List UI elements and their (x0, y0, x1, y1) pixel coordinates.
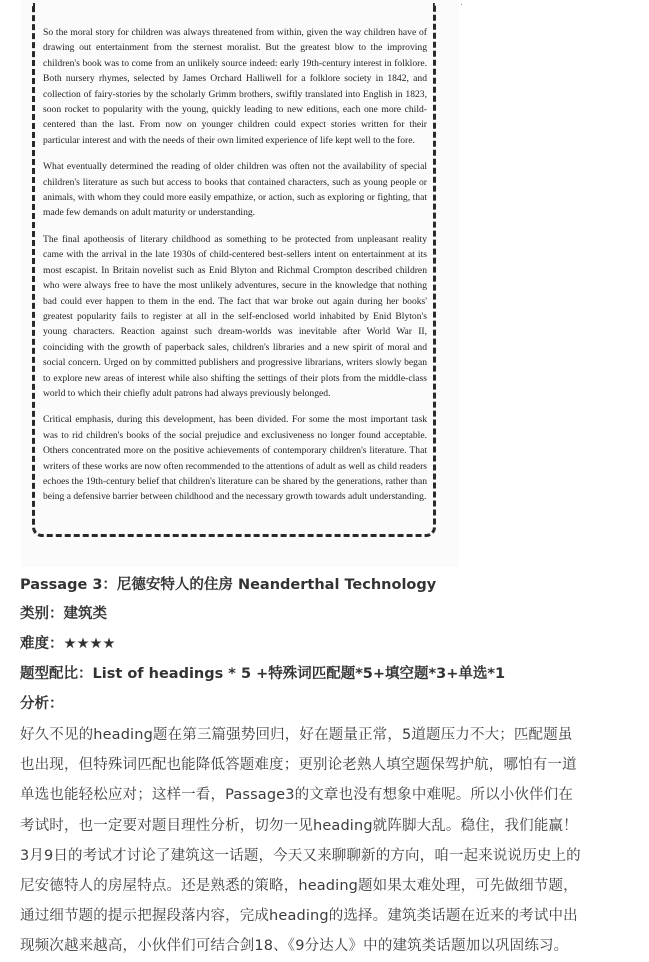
analysis-line: 通过细节题的提示把握段落内容，完成heading的选择。建筑类话题在近来的考试中出 (20, 908, 578, 925)
analysis-label: 分析： (20, 696, 64, 712)
analysis-line: 3月9日的考试才讨论了建筑这一话题，今天又来聊聊新的方向，咱一起来说说历史上的 (20, 847, 581, 864)
passage-paragraph-2: What eventually determined the reading of older children was often not the availability of special children's literature as such but access to books that contained characters, such as young people or animals, with whom they could more easily empathize, or action, such as exploring or fighting, that made few demands on adult maturity or understanding. (43, 161, 427, 219)
analysis-line: 考试时，也一定要对题目理性分析，切勿一见heading就阵脚大乱。稳住，我们能赢！ (20, 817, 578, 834)
category-line: 类别：建筑类 (20, 606, 107, 622)
stray-dot (461, 4, 462, 5)
analysis-body (20, 720, 635, 962)
passage-title: Passage 3：尼德安特人的住房 Neanderthal Technology (20, 577, 437, 593)
difficulty-line: 难度：★★★★ (20, 636, 116, 652)
passage-paragraph-4: Critical emphasis, during this development, has been divided. For some the most important task was to rid children's books of the social prejudice and exclusiveness no longer found acceptable. Others concentrated more on the positive achievements of contemporary children's literature. That writers of these works are now often recommended to the attentions of adult as well as child readers echoes the 19th-century belief that children's literature can be shared by the generations, rather than being a defensive barrier between childhood and the necessary growth towards adult understanding. (43, 414, 427, 503)
passage-scan-image (21, 0, 459, 567)
passage-dashed-frame (32, 3, 436, 537)
question-types-line: 题型配比：List of headings * 5 +特殊词匹配题*5+填空题*3+单选*1 (20, 666, 506, 682)
analysis-line: 好久不见的heading题在第三篇强势回归，好在题量正常，5道题压力不大；匹配题虽 (20, 727, 573, 743)
analysis-line: 尼安德特人的房屋特点。还是熟悉的策略，heading题如果太难处理，可先做细节题， (20, 878, 578, 895)
passage-paragraph-3: The final apotheosis of literary childhood as something to be protected from unpleasant reality came with the arrival in the late 1930s of child-centered best-sellers intent on entertainment at its most escapist. In Britain novelist such as Enid Blyton and Richmal Crompton described children who were always free to have the most unlikely adventures, secure in the knowledge that nothing bad could ever happen to them in the end. The fact that war broke out again during her books' greatest popularity fails to register at all in the self-enclosed world inhabited by Enid Blyton's young characters. Reaction against such dream-worlds was inevitable after World War II, coinciding with the growth of paperback sales, children's libraries and a new spirit of moral and social concern. Urged on by committed publishers and progressive librarians, writers slowly began to explore new areas of interest while also shifting the settings of their plots from the middle-class world to which their chiefly adult patrons had always previously belonged. (43, 233, 427, 399)
analysis-line: 现频次越来越高，小伙伴们可结合剑18、《9分达人》中的建筑类话题加以巩固练习。 (20, 938, 569, 955)
analysis-line: 单选也能轻松应对；这样一看，Passage3的文章也没有想象中难呢。所以小伙伴们在 (20, 787, 573, 804)
passage-paragraph-1: So the moral story for children was always threatened from within, given the way children have of drawing out entertainment from the sternest moralist. But the greatest blow to the improving children's book was to come from an unlikely source indeed: early 19th-century interest in folklore. Both nursery rhymes, selected by James Orchard Halliwell for a folklore society in 1842, and collection of fairy-stories by the scholarly Grimm brothers, swiftly translated into English in 1823, soon rocket to popularity with the young, quickly leading to new editions, each one more child-centered than the last. From now on younger children could expect stories written for their particular interest and with the needs of their own limited experience of life kept well to the fore. (43, 27, 427, 146)
analysis-line: 也出现，但特殊词匹配也能降低答题难度；更别论老熟人填空题保驾护航，哪怕有一道 (20, 757, 577, 774)
